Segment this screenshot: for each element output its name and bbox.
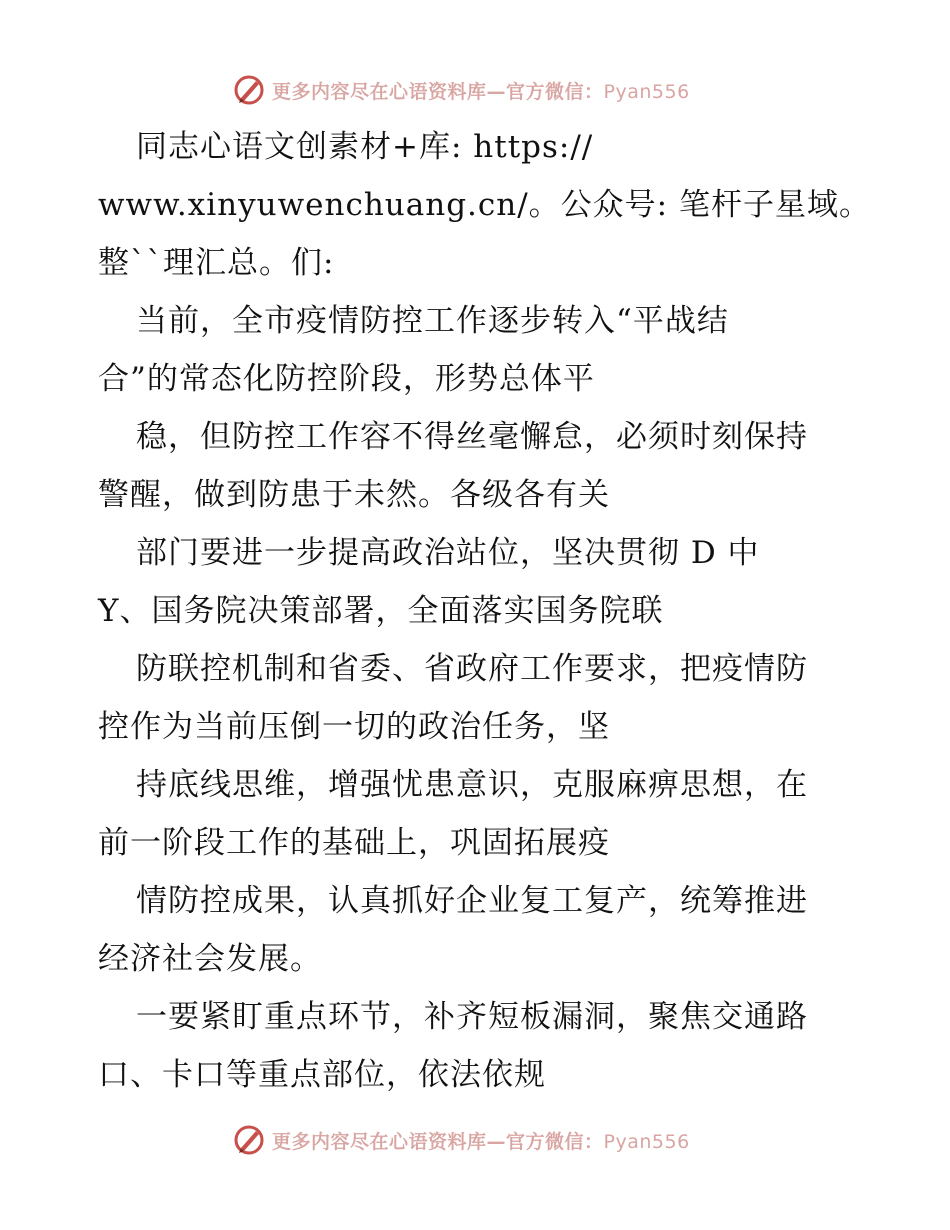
text-line: 情防控成果，认真抓好企业复工复产，统筹推进 bbox=[136, 883, 808, 919]
text-line: 控作为当前压倒一切的政治任务，坚 bbox=[98, 709, 610, 745]
header-watermark bbox=[232, 70, 752, 110]
text-line: 持底线思维，增强忧患意识，克服麻痹思想，在 bbox=[136, 767, 808, 803]
text-line: 前一阶段工作的基础上，巩固拓展疫 bbox=[98, 825, 610, 861]
document-body bbox=[98, 118, 871, 1104]
text-line: Y、国务院决策部署，全面落实国务院联 bbox=[98, 593, 664, 629]
text-line: 稳，但防控工作容不得丝毫懈怠，必须时刻保持 bbox=[136, 419, 808, 455]
pen-logo-icon bbox=[232, 1123, 266, 1157]
text-line: 整``理汇总。们: bbox=[98, 245, 335, 281]
text-line: 一要紧盯重点环节，补齐短板漏洞，聚焦交通路 bbox=[136, 999, 808, 1035]
footer-watermark bbox=[232, 1120, 752, 1160]
text-line: 经济社会发展。 bbox=[98, 941, 322, 977]
text-line: 防联控机制和省委、省政府工作要求，把疫情防 bbox=[136, 651, 808, 687]
text-line: 当前，全市疫情防控工作逐步转入“平战结 bbox=[136, 303, 729, 339]
pen-logo-icon bbox=[232, 73, 266, 107]
text-line: www.xinyuwenchuang.cn/。公众号: 笔杆子星域。 bbox=[98, 187, 871, 223]
text-line: 合”的常态化防控阶段，形势总体平 bbox=[98, 361, 595, 397]
text-line: 同志心语文创素材+库: https:// bbox=[136, 129, 594, 165]
text-line: 警醒，做到防患于未然。各级各有关 bbox=[98, 477, 610, 513]
watermark-text: 更多内容尽在心语资料库—官方微信：Pyan556 bbox=[272, 1130, 690, 1153]
text-line: 部门要进一步提高政治站位，坚决贯彻 D 中 bbox=[136, 535, 760, 571]
text-line: 口、卡口等重点部位，依法依规 bbox=[98, 1057, 546, 1093]
watermark-text: 更多内容尽在心语资料库—官方微信：Pyan556 bbox=[272, 80, 690, 103]
